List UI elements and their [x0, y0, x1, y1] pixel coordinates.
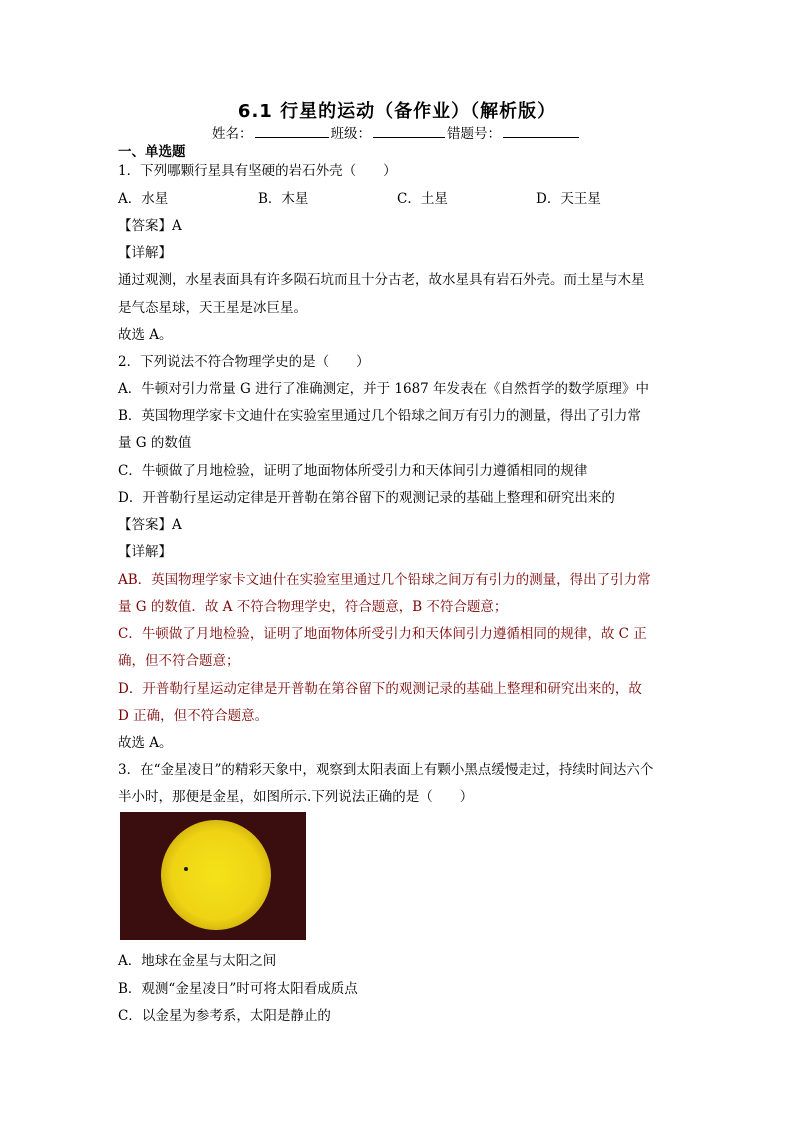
sun-illustration	[120, 812, 306, 940]
class-label: 班级：	[330, 126, 371, 142]
q2-detail-line: 量 G 的数值．故 A 不符合物理学史，符合题意，B 不符合题意；	[118, 599, 508, 615]
q2-detail-line: D．开普勒行星运动定律是开普勒在第谷留下的观测记录的基础上整理和研究出来的，故	[118, 681, 642, 697]
q1-detail-line: 是气态星球，天王星是冰巨星。	[118, 300, 307, 316]
q2-detail-line: D 正确，但不符合题意。	[118, 708, 269, 724]
name-blank[interactable]	[255, 125, 329, 138]
q2-stem: 2．下列说法不符合物理学史的是（ ）	[118, 354, 370, 370]
q3-option-c: C．以金星为参考系，太阳是静止的	[118, 1008, 331, 1024]
student-info-line	[212, 122, 581, 142]
q2-answer: 【答案】A	[118, 517, 182, 533]
class-blank[interactable]	[373, 125, 445, 138]
q2-option-d: D．开普勒行星运动定律是开普勒在第谷留下的观测记录的基础上整理和研究出来的	[118, 490, 615, 506]
q1-detail-line: 故选 A。	[118, 327, 173, 343]
venus-dot	[184, 867, 188, 871]
q2-option-c: C．牛顿做了月地检验，证明了地面物体所受引力和天体间引力遵循相同的规律	[118, 463, 588, 479]
q2-detail-line: AB．英国物理学家卡文迪什在实验室里通过几个铅球之间万有引力的测量，得出了引力常	[118, 572, 651, 588]
sun-disc	[161, 820, 271, 930]
sun-transit-photo	[120, 812, 306, 940]
q1-option-b: B．木星	[258, 191, 309, 207]
wrong-label: 错题号：	[447, 126, 501, 142]
q1-detail-label: 【详解】	[118, 245, 172, 261]
q3-stem-line: 半小时，那便是金星，如图所示.下列说法正确的是（ ）	[118, 789, 474, 805]
name-label: 姓名：	[212, 126, 253, 142]
q1-option-c: C．土星	[397, 191, 448, 207]
q1-stem: 1．下列哪颗行星具有坚硬的岩石外壳（ ）	[118, 163, 397, 179]
wrong-blank[interactable]	[503, 125, 579, 138]
q2-detail-label: 【详解】	[118, 544, 172, 560]
q1-detail-line: 通过观测，水星表面具有许多陨石坑而且十分古老，故水星具有岩石外壳。而土星与木星	[118, 272, 645, 288]
q3-option-a: A．地球在金星与太阳之间	[118, 953, 277, 969]
q1-answer: 【答案】A	[118, 218, 182, 234]
q3-stem-line: 3．在“金星凌日”的精彩天象中，观察到太阳表面上有颗小黑点缓慢走过，持续时间达六个	[118, 762, 654, 778]
q2-conclusion: 故选 A。	[118, 735, 173, 751]
q3-option-b: B．观测“金星凌日”时可将太阳看成质点	[118, 981, 358, 997]
q2-option-b-cont: 量 G 的数值	[118, 435, 192, 451]
q1-option-a: A．水星	[118, 191, 169, 207]
q2-option-b: B．英国物理学家卡文迪什在实验室里通过几个铅球之间万有引力的测量，得出了引力常	[118, 408, 641, 424]
q2-detail-line: C．牛顿做了月地检验，证明了地面物体所受引力和天体间引力遵循相同的规律，故 C 正	[118, 626, 647, 642]
page-title: 6.1 行星的运动（备作业）（解析版）	[237, 101, 557, 122]
q2-detail-line: 确，但不符合题意；	[118, 653, 240, 669]
q1-option-d: D．天王星	[536, 191, 601, 207]
q2-option-a: A．牛顿对引力常量 G 进行了准确测定，并于 1687 年发表在《自然哲学的数学原理》中	[118, 381, 650, 397]
section-title: 一、单选题	[118, 144, 186, 160]
